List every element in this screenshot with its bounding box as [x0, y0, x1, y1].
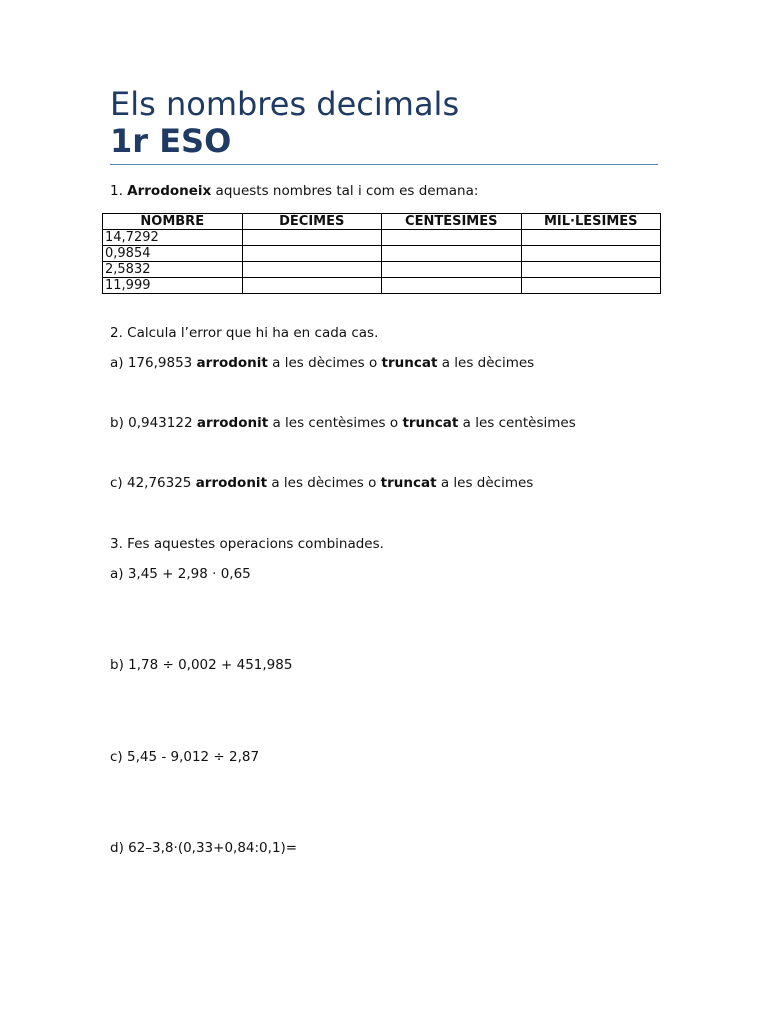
table-cell: 2,5832: [103, 262, 243, 278]
question-3-item-d: d) 62–3,8·(0,33+0,84:0,1)=: [110, 840, 298, 856]
question-2-item-c: [110, 474, 533, 492]
item-keyword-rounded: arrodonit: [196, 355, 268, 371]
item-prefix: b) 0,943122: [110, 415, 197, 431]
question-2-item-a: [110, 354, 534, 372]
table-cell: [242, 246, 382, 262]
table-cell: [382, 246, 522, 262]
question-3-item-b: b) 1,78 ÷ 0,002 + 451,985: [110, 657, 293, 673]
question-1-keyword: Arrodoneix: [127, 183, 212, 199]
item-prefix: c) 42,76325: [110, 475, 196, 491]
table-row: [103, 278, 661, 294]
table-cell: [521, 262, 661, 278]
table-cell: 0,9854: [103, 246, 243, 262]
table-row: [103, 246, 661, 262]
rounding-table: [102, 213, 661, 294]
table-header-row: [103, 214, 661, 230]
table-header-cell: CENTÈSIMES: [382, 214, 522, 230]
table-header-cell: NOMBRE: [103, 214, 243, 230]
table-cell: [382, 278, 522, 294]
item-keyword-rounded: arrodonit: [196, 415, 269, 431]
table-cell: [521, 246, 661, 262]
question-1-number: 1.: [110, 183, 128, 199]
document-title: Els nombres decimals: [110, 85, 460, 123]
item-prefix: a) 176,9853: [110, 355, 197, 371]
table-row: [103, 262, 661, 278]
item-keyword-truncated: truncat: [380, 475, 437, 491]
table-cell: [242, 262, 382, 278]
table-cell: [242, 278, 382, 294]
item-middle: a les centèsimes o: [268, 415, 403, 431]
table-header-cell: DÈCIMES: [242, 214, 382, 230]
item-suffix: a les centèsimes: [458, 415, 576, 431]
table-cell: [382, 230, 522, 246]
table-cell: 11,999: [103, 278, 243, 294]
question-2-item-b: [110, 414, 576, 432]
document-subtitle: 1r ESO: [110, 122, 232, 160]
question-3-intro: 3. Fes aquestes operacions combinades.: [110, 536, 384, 552]
question-2-intro: 2. Calcula l’error que hi ha en cada cas.: [110, 325, 379, 341]
table-header-cell: MIL·LÈSIMES: [521, 214, 661, 230]
item-middle: a les dècimes o: [267, 475, 381, 491]
item-keyword-truncated: truncat: [402, 415, 459, 431]
question-1-rest: aquests nombres tal i com es demana:: [211, 183, 479, 199]
title-divider: [110, 164, 658, 165]
question-3-item-a: a) 3,45 + 2,98 · 0,65: [110, 566, 251, 582]
item-middle: a les dècimes o: [267, 355, 382, 371]
item-suffix: a les dècimes: [437, 355, 535, 371]
item-suffix: a les dècimes: [436, 475, 534, 491]
item-keyword-rounded: arrodonit: [195, 475, 268, 491]
question-1-text: [110, 182, 478, 200]
table-cell: [521, 230, 661, 246]
table-cell: [521, 278, 661, 294]
table-cell: 14,7292: [103, 230, 243, 246]
item-keyword-truncated: truncat: [381, 355, 438, 371]
question-3-item-c: c) 5,45 - 9,012 ÷ 2,87: [110, 749, 260, 765]
table-row: [103, 230, 661, 246]
table-cell: [382, 262, 522, 278]
table-cell: [242, 230, 382, 246]
